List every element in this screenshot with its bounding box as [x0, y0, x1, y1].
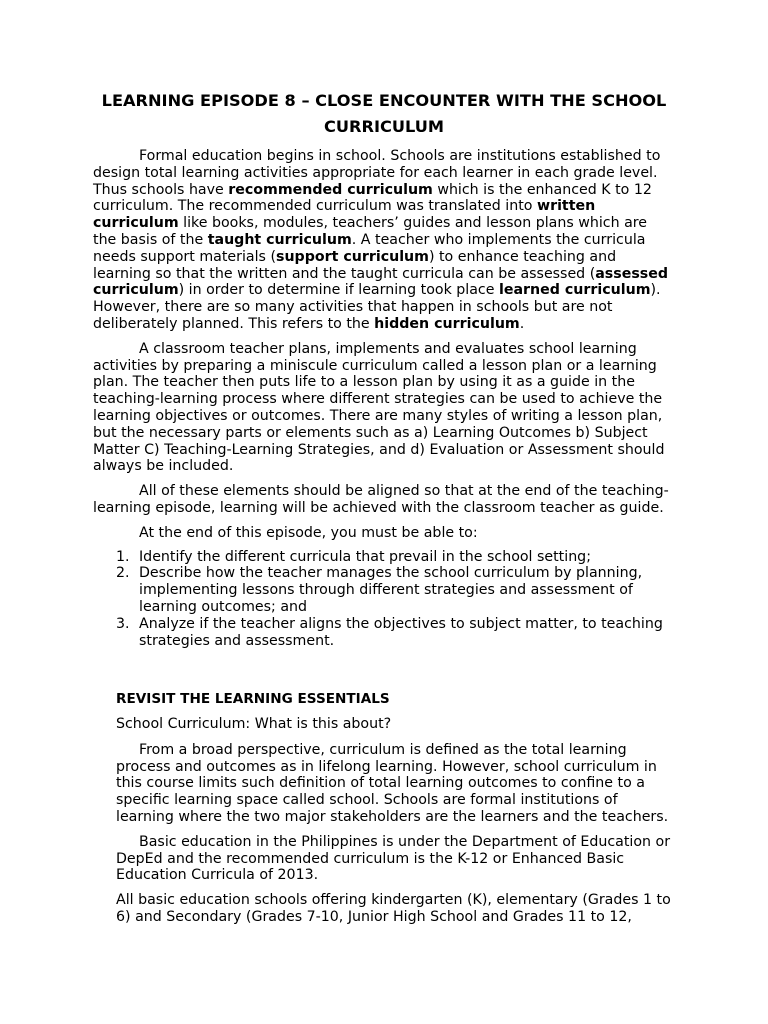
title-line-2: CURRICULUM — [324, 117, 444, 136]
list-text: Analyze if the teacher aligns the objectives to subject matter, to teaching strategies and assessment. — [139, 615, 663, 649]
term-taught-curriculum: taught curriculum — [207, 231, 352, 248]
list-item — [93, 616, 673, 650]
text-run: . — [519, 315, 525, 332]
section-subheading: School Curriculum: What is this about? — [116, 716, 392, 732]
text-run: Formal education begins in school. Schools are institutions established to design total learning activities appropriate for each learner in each grade level. Thus schools have — [93, 148, 661, 198]
essentials-paragraph-3: All basic education schools offering kindergarten (K), elementary (Grades 1 to 6) and Secondary (Grades 7-10, Junior High School and Grades 11 to 12, — [116, 892, 671, 925]
essentials-paragraph-2: Basic education in the Philippines is under the Department of Education or DepEd and the recommended curriculum is the K-12 or Enhanced Basic Education Curricula of 2013. — [116, 833, 671, 884]
section-heading: REVISIT THE LEARNING ESSENTIALS — [116, 691, 390, 707]
list-item — [93, 565, 673, 615]
page-title — [93, 88, 675, 140]
term-recommended-curriculum: recommended curriculum — [228, 181, 433, 198]
intro-paragraph-3: All of these elements should be aligned so that at the end of the teaching-learning episode, learning will be achieved with the classroom teacher as guide. — [93, 483, 669, 516]
term-hidden-curriculum: hidden curriculum — [374, 315, 520, 332]
title-line-1: LEARNING EPISODE 8 – CLOSE ENCOUNTER WITH THE SCHOOL — [101, 91, 667, 110]
list-number: 1. — [116, 548, 130, 565]
objectives-lead: At the end of this episode, you must be able to: — [139, 524, 478, 541]
essentials-paragraph-1: From a broad perspective, curriculum is defined as the total learning process and outcomes as in lifelong learning. However, school curriculum in this course limits such definition of total learning outcomes to confine to a specific learning space called school. Schools are formal institutions of learning where the two major stakeholders are the learners and the teachers. — [116, 741, 669, 825]
list-number: 2. — [116, 565, 130, 582]
text-run: . A teacher who implements the curricula needs support materials ( — [93, 231, 646, 265]
intro-paragraph-1 — [93, 148, 673, 333]
intro-section — [93, 148, 673, 649]
text-run: ) to enhance teaching and learning so that the written and the taught curricula can be assessed ( — [93, 248, 617, 282]
list-text: Identify the different curricula that prevail in the school setting; — [139, 548, 591, 565]
essentials-section — [116, 690, 674, 926]
intro-paragraph-2: A classroom teacher plans, implements and evaluates school learning activities by preparing a miniscule curriculum called a lesson plan or a learning plan. The teacher then puts life to a lesson plan by using it as a guide in the teaching-learning process where different strategies can be used to achieve the learning objectives or outcomes. There are many styles of writing a lesson plan, but the necessary parts or elements such as a) Learning Outcomes b) Subject Matter C) Teaching-Learning Strategies, and d) Evaluation or Assessment should always be included. — [93, 340, 665, 475]
text-run: like books, modules, teachers’ guides and lesson plans which are the basis of the — [93, 215, 648, 248]
term-support-curriculum: support curriculum — [276, 248, 429, 265]
term-assessed-curriculum: assessed curriculum — [93, 265, 668, 299]
list-item — [93, 549, 673, 566]
objectives-list — [93, 549, 673, 650]
text-run: ) in order to determine if learning took place — [178, 282, 499, 299]
term-learned-curriculum: learned curriculum — [498, 282, 651, 299]
list-text: Describe how the teacher manages the school curriculum by planning, implementing lessons through different strategies and assessment of learning outcomes; and — [139, 565, 643, 615]
term-written-curriculum: written curriculum — [93, 198, 596, 232]
list-number: 3. — [116, 615, 130, 632]
text-run: ). However, there are so many activities that happen in schools but are not deliberately planned. This refers to the — [93, 282, 661, 332]
text-run: which is the enhanced K to 12 curriculum. The recommended curriculum was translated into — [93, 181, 652, 215]
